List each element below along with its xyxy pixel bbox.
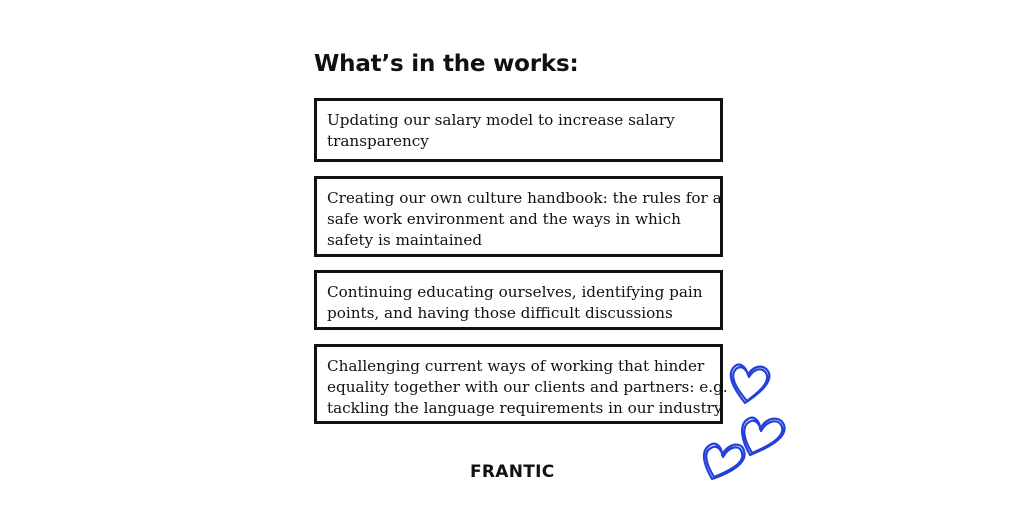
works-item-text-line: transparency [327, 132, 429, 150]
works-item-text-line: Challenging current ways of working that hinder [327, 357, 705, 375]
page-heading: What’s in the works: [314, 51, 579, 77]
works-item-text-line: equality together with our clients and partners: e.g. [327, 378, 728, 396]
works-item-text-line: Continuing educating ourselves, identifying pain [327, 283, 703, 301]
works-item-text-line: safety is maintained [327, 231, 483, 249]
frantic-logo: FRANTIC [470, 462, 555, 482]
works-item-text-line: safe work environment and the ways in which [327, 210, 681, 228]
works-item-text-line: points, and having those difficult discussions [327, 304, 673, 322]
hearts-doodle [690, 355, 800, 490]
works-item-challenging-ways [314, 344, 728, 424]
heart-doodle-icon [704, 444, 744, 479]
heart-doodle-icon [731, 365, 770, 403]
works-item-text-line: tackling the language requirements in our industry [327, 399, 723, 417]
works-item-culture-handbook [314, 176, 723, 257]
works-item-text-line: Updating our salary model to increase salary [327, 111, 675, 129]
works-item-text-line: Creating our own culture handbook: the rules for a [327, 189, 722, 207]
heart-doodle-icon [742, 418, 784, 455]
works-item-education [314, 270, 723, 330]
works-item-salary-model [314, 98, 723, 162]
